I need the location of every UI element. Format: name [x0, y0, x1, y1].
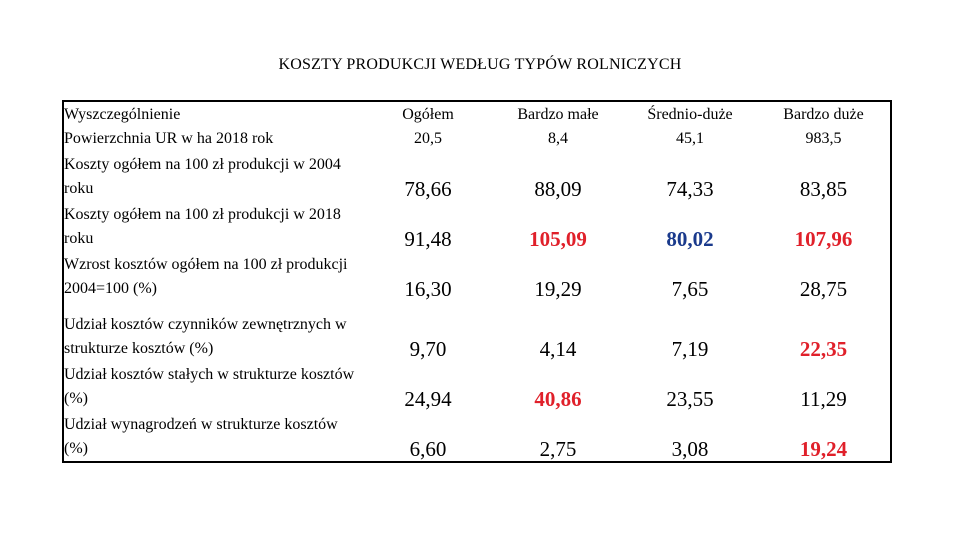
cell-value: 7,19	[671, 337, 709, 361]
cell-value: 78,66	[404, 177, 452, 201]
table-row	[63, 151, 891, 201]
column-header-very-large: Bardzo duże	[783, 106, 864, 123]
row-label: Koszty ogółem na 100 zł produkcji w 2004 roku	[64, 156, 341, 197]
cell-value-highlight-red: 40,86	[534, 387, 582, 411]
cell-value: 983,5	[805, 130, 842, 147]
table-row	[63, 127, 891, 151]
row-label: Koszty ogółem na 100 zł produkcji w 2018 roku	[64, 206, 341, 247]
cell-value: 8,4	[548, 130, 568, 147]
column-header-medium-large: Średnio-duże	[647, 106, 733, 123]
cell-value-highlight-red: 107,96	[794, 227, 853, 251]
cell-value: 20,5	[414, 130, 442, 147]
cell-value-highlight-red: 22,35	[799, 337, 848, 361]
cell-value: 16,30	[404, 277, 452, 301]
cell-value: 3,08	[671, 437, 709, 461]
cell-value: 88,09	[534, 177, 582, 201]
table-row	[63, 411, 891, 462]
cell-value: 83,85	[799, 177, 848, 201]
cell-value: 74,33	[666, 177, 714, 201]
table-row	[63, 201, 891, 251]
cell-value: 6,60	[409, 437, 447, 461]
cost-table	[62, 100, 892, 463]
column-header-total: Ogółem	[402, 106, 454, 123]
cell-value: 7,65	[671, 277, 709, 301]
cell-value-highlight-red: 105,09	[529, 227, 587, 251]
table-row	[63, 301, 891, 361]
cell-value-highlight-blue: 80,02	[666, 227, 714, 251]
cell-value: 11,29	[800, 387, 847, 411]
cell-value: 91,48	[404, 227, 452, 251]
column-header-very-small: Bardzo małe	[517, 106, 599, 123]
row-label: Wzrost kosztów ogółem na 100 zł produkcji 2004=100 (%)	[64, 256, 348, 297]
cell-value-highlight-red: 19,24	[799, 437, 848, 461]
row-label: Udział wynagrodzeń w strukturze kosztów (%)	[64, 416, 338, 457]
column-header-label: Wyszczególnienie	[64, 106, 181, 123]
cell-value: 4,14	[539, 337, 577, 361]
row-label: Powierzchnia UR w ha 2018 rok	[64, 130, 274, 147]
cell-value: 23,55	[666, 387, 714, 411]
cell-value: 24,94	[404, 387, 452, 411]
cell-value: 2,75	[539, 437, 577, 461]
cell-value: 19,29	[534, 277, 582, 301]
page-title: KOSZTY PRODUKCJI WEDŁUG TYPÓW ROLNICZYCH	[278, 56, 682, 73]
row-label: Udział kosztów czynników zewnętrznych w strukturze kosztów (%)	[64, 316, 347, 357]
table-row	[63, 251, 891, 301]
cell-value: 45,1	[676, 130, 704, 147]
cell-value: 28,75	[799, 277, 848, 301]
row-label: Udział kosztów stałych w strukturze kosztów (%)	[64, 366, 355, 407]
table-header-row	[63, 101, 891, 127]
table-row	[63, 361, 891, 411]
cell-value: 9,70	[409, 337, 447, 361]
